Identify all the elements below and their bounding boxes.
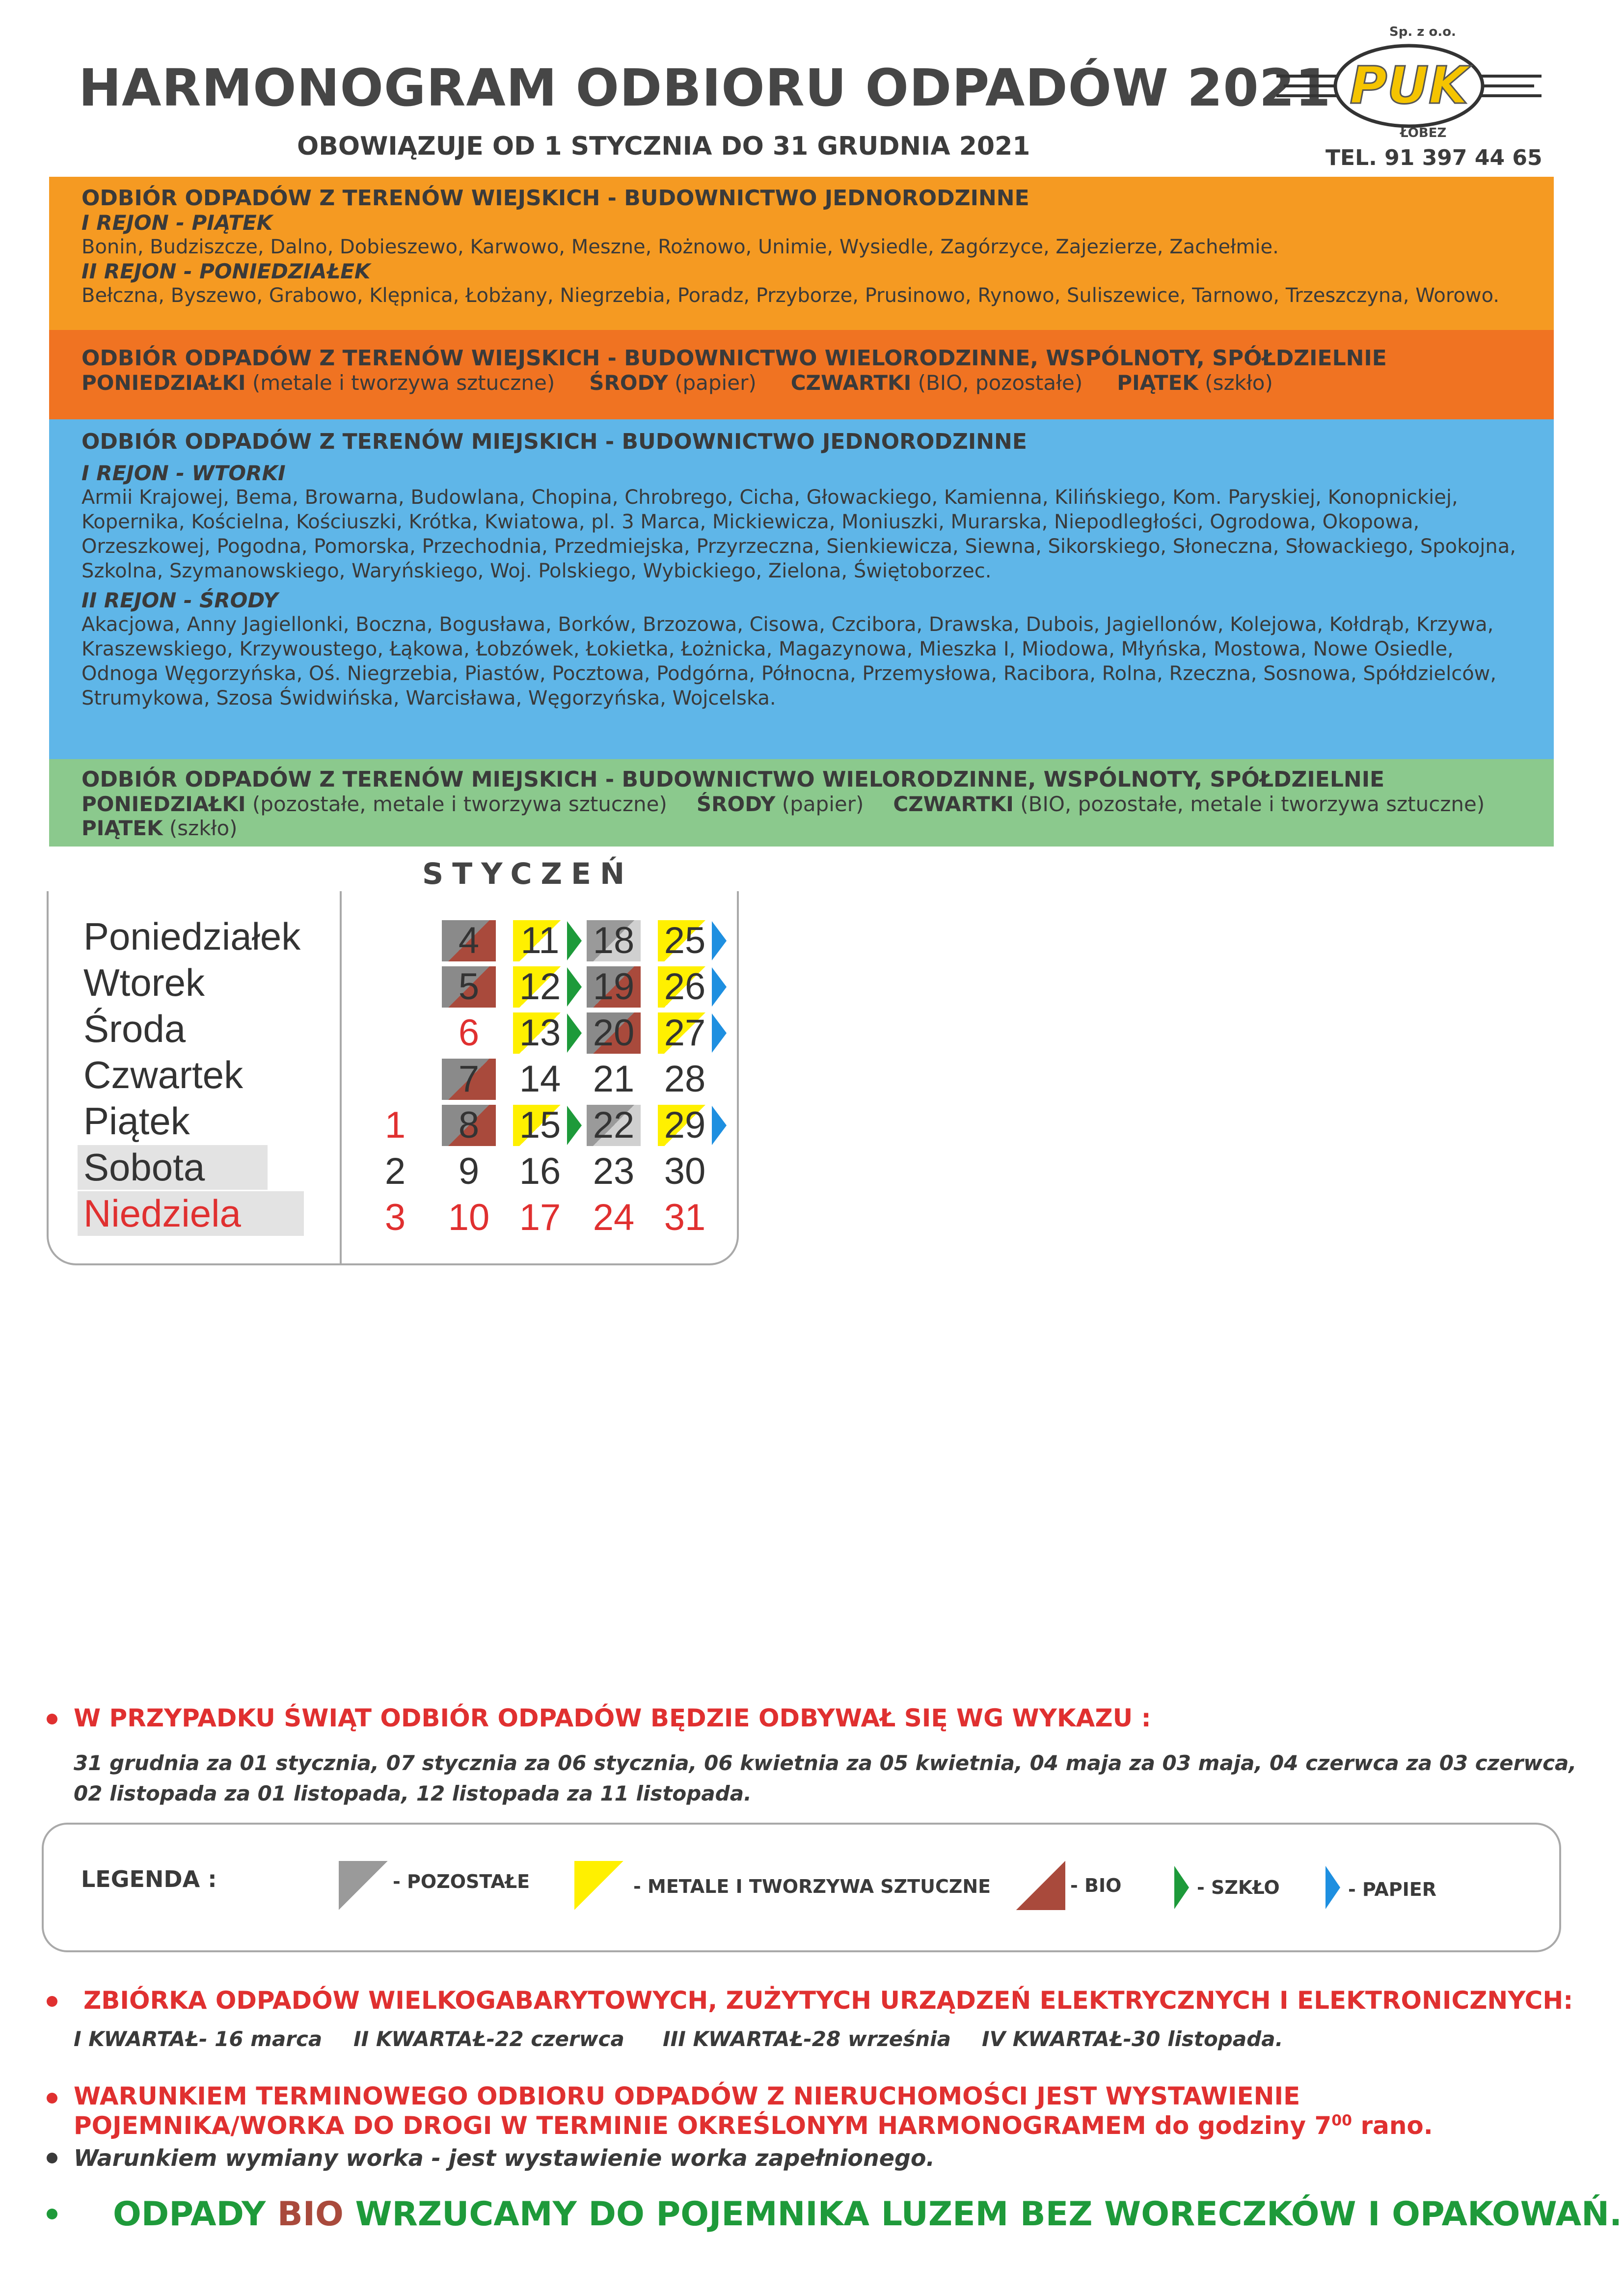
bulky-quarter: IV KWARTAŁ-30 listopada. [982, 2027, 1283, 2051]
region-villages: Bełczna, Byszewo, Grabowo, Klępnica, Łobżany, Niegrzebia, Poradz, Przyborze, Prusinowo, Rynowo, Suliszewice, Tarnowo, Trzeszczyna, Worowo. [81, 284, 1500, 307]
calendar-day: 28 [664, 1058, 706, 1100]
papier-arrow-icon [712, 1013, 727, 1053]
company-logo [1271, 20, 1546, 170]
region-streets: Akacjowa, Anny Jagiellonki, Boczna, Bogusława, Borków, Brzozowa, Cisowa, Czcibora, Drawska, Dubois, Jagiellonów, Kolejowa, Kołdrąb, Krzywa, Kraszewskiego, Krzywoustego, Łąkowa, Łobzówek, Łokietka, Łożnicka, Magazynowa, Mieszka I, Miodowa, Młyńska, Mostowa, Nowe Osiedle, Odnoga Węgorzyńska, Oś. Niegrzebia, Piastów, Pocztowa, Podgórna, Północna, Przemysłowa, Racibora, Rolna, Rzeczna, Sosnowa, Spółdzielców, Strumykowa, Szosa Świdwińska, Warcisława, Węgorzyńska, Wojcelska. [81, 613, 1497, 710]
legend-text-pozostale: - POZOSTAŁE [393, 1871, 530, 1892]
logo-city: ŁOBEZ [1400, 126, 1447, 140]
legend-label: LEGENDA : [81, 1866, 217, 1892]
calendar-day: 24 [593, 1197, 635, 1238]
bulky-heading: ZBIÓRKA ODPADÓW WIELKOGABARYTOWYCH, ZUŻYTYCH URZĄDZEŃ ELEKTRYCZNYCH I ELEKTRONICZNYCH: [83, 1986, 1573, 2015]
papier-arrow-icon [1325, 1866, 1340, 1909]
calendar-day: 10 [448, 1197, 490, 1238]
logo-text: PUK [1350, 55, 1468, 115]
bulky-quarter: III KWARTAŁ-28 września [663, 2027, 951, 2051]
collection-schedule: PONIEDZIAŁKI (metale i tworzywa sztuczne) ŚRODY (papier) CZWARTKI (BIO, pozostałe) PIĄTEK (szkło) [81, 371, 1273, 395]
region-title: II REJON - ŚRODY [81, 588, 278, 612]
szklo-arrow-icon [567, 1013, 582, 1053]
bullet-icon [47, 2209, 57, 2219]
region-title: I REJON - PIĄTEK [81, 211, 273, 235]
calendar-day-metale: 26 [658, 966, 712, 1008]
calendar-day-bio: 4 [442, 920, 496, 961]
bulky-quarter: I KWARTAŁ- 16 marca [74, 2027, 323, 2051]
calendar-day-pozostale: 18 [587, 920, 641, 961]
region-title: I REJON - WTORKI [81, 461, 286, 485]
weekday-label: Niedziela [78, 1191, 304, 1236]
weekday-label: Wtorek [83, 961, 205, 1004]
calendar-day: 17 [519, 1197, 561, 1238]
region-title: II REJON - PONIEDZIAŁEK [81, 259, 371, 283]
szklo-arrow-icon [567, 921, 582, 960]
calendar-day: 31 [664, 1197, 706, 1238]
holidays-line: 02 listopada za 01 listopada, 12 listopada za 11 listopada. [74, 1781, 752, 1805]
rural-multi-family-section [49, 330, 1554, 419]
szklo-arrow-icon [567, 1106, 582, 1145]
papier-arrow-icon [712, 967, 727, 1007]
calendar-day: 30 [664, 1150, 706, 1192]
legend-swatch-metale [574, 1861, 623, 1910]
condition-line: POJEMNIKA/WORKA DO DROGI W TERMINIE OKREŚLONYM HARMONOGRAMEM do godziny $7^{00}$ rano. [74, 2111, 1433, 2140]
calendar-day-bio: 7 [442, 1059, 496, 1100]
calendar-day: 2 [384, 1150, 406, 1192]
weekday-label: Czwartek [83, 1053, 243, 1096]
szklo-arrow-icon [1174, 1866, 1189, 1909]
calendar-day-metale: 13 [513, 1012, 567, 1054]
urban-multi-family-section [49, 759, 1554, 847]
section-heading: ODBIÓR ODPADÓW Z TERENÓW MIEJSKICH - BUDOWNICTWO WIELORODZINNE, WSPÓLNOTY, SPÓŁDZIELNIE [81, 767, 1385, 792]
section-heading: ODBIÓR ODPADÓW Z TERENÓW WIEJSKICH - BUDOWNICTWO JEDNORODZINNE [81, 186, 1029, 211]
holidays-line: 31 grudnia za 01 stycznia, 07 stycznia za 06 stycznia, 06 kwietnia za 05 kwietnia, 04 maja za 03 maja, 04 czerwca za 03 czerwca, [74, 1751, 1577, 1775]
calendar-day: 6 [458, 1012, 480, 1054]
bullet-icon [47, 2093, 57, 2104]
bio-note: ODPADY BIO WRZUCAMY DO POJEMNIKA LUZEM BEZ WORECZKÓW I OPAKOWAŃ. [113, 2195, 1622, 2234]
calendar-day: 21 [593, 1058, 635, 1100]
calendar-day: 1 [384, 1104, 406, 1146]
collection-schedule-friday: PIĄTEK (szkło) [81, 816, 238, 840]
condition-line: WARUNKIEM TERMINOWEGO ODBIORU ODPADÓW Z NIERUCHOMOŚCI JEST WYSTAWIENIE [74, 2082, 1300, 2110]
calendar-day-metale: 11 [513, 920, 567, 961]
calendar-day-metale: 27 [658, 1012, 712, 1054]
calendar-day-bio: 19 [587, 966, 641, 1008]
calendar-month: STYCZEŃ [422, 857, 634, 891]
calendar-day: 16 [519, 1150, 561, 1192]
legend-swatch-bio [1016, 1861, 1065, 1910]
calendar-day-pozostale: 22 [587, 1105, 641, 1146]
calendar-day-metale: 12 [513, 966, 567, 1008]
holidays-heading: W PRZYPADKU ŚWIĄT ODBIÓR ODPADÓW BĘDZIE ODBYWAŁ SIĘ WG WYKAZU : [74, 1704, 1151, 1732]
logo-company-form: Sp. z o.o. [1389, 25, 1456, 39]
rural-single-family-section [49, 177, 1554, 330]
region-villages: Bonin, Budziszcze, Dalno, Dobieszewo, Karwowo, Meszne, Rożnowo, Unimie, Wysiedle, Zagórzyce, Zajezierze, Zachełmie. [81, 236, 1279, 258]
calendar-day-metale: 25 [658, 920, 712, 961]
weekday-label: Piątek [83, 1099, 190, 1143]
calendar-day: 14 [519, 1058, 561, 1100]
section-heading: ODBIÓR ODPADÓW Z TERENÓW MIEJSKICH - BUDOWNICTWO JEDNORODZINNE [81, 429, 1027, 454]
region-streets: Armii Krajowej, Bema, Browarna, Budowlana, Chopina, Chrobrego, Cicha, Głowackiego, Kamienna, Kilińskiego, Kom. Paryskiej, Konopnickiej, Kopernika, Kościelna, Kościuszki, Krótka, Kwiatowa, pl. 3 Marca, Mickiewicza, Moniuszki, Murarska, Niepodległości, Ogrodowa, Okopowa, Orzeszkowej, Pogodna, Pomorska, Przechodnia, Przedmiejska, Przyrzeczna, Sienkiewicza, Siewna, Sikorskiego, Słoneczna, Słowackiego, Spokojna, Szkolna, Szymanowskiego, Waryńskiego, Woj. Polskiego, Wybickiego, Zielona, Świętoborzec. [81, 486, 1516, 582]
papier-arrow-icon [712, 921, 727, 960]
calendar-day-bio: 8 [442, 1105, 496, 1146]
bullet-icon [47, 1714, 57, 1724]
calendar-day-metale: 15 [513, 1105, 567, 1146]
phone-number: TEL. 91 397 44 65 [1325, 145, 1542, 170]
calendar-day-bio: 5 [442, 966, 496, 1008]
calendar-day: 9 [458, 1150, 480, 1192]
bag-exchange-note: Warunkiem wymiany worka - jest wystawienie worka zapełnionego. [74, 2145, 935, 2171]
calendar-day: 3 [384, 1197, 406, 1238]
urban-single-family-section [49, 419, 1554, 759]
szklo-arrow-icon [567, 967, 582, 1007]
calendar-divider [340, 891, 342, 1265]
papier-arrow-icon [712, 1106, 727, 1145]
collection-schedule: PONIEDZIAŁKI (pozostałe, metale i tworzywa sztuczne) ŚRODY (papier) CZWARTKI (BIO, pozostałe, metale i tworzywa sztuczne) [81, 792, 1485, 816]
calendar-day: 23 [593, 1150, 635, 1192]
legend-text-bio: - BIO [1070, 1875, 1122, 1896]
calendar-day-bio: 20 [587, 1012, 641, 1054]
page-subtitle: OBOWIĄZUJE OD 1 STYCZNIA DO 31 GRUDNIA 2021 [297, 132, 1030, 161]
legend-swatch-pozostale [339, 1861, 388, 1910]
legend-text-szklo: - SZKŁO [1197, 1877, 1280, 1898]
bullet-icon [47, 1996, 57, 2007]
weekday-label: Środa [83, 1007, 186, 1050]
legend-text-papier: - PAPIER [1348, 1879, 1436, 1900]
bullet-icon [47, 2153, 57, 2163]
calendar-day-metale: 29 [658, 1105, 712, 1146]
weekday-label: Poniedziałek [83, 915, 301, 958]
page-title: HARMONOGRAM ODBIORU ODPADÓW 2021 [79, 58, 1331, 118]
legend-text-metale: - METALE I TWORZYWA SZTUCZNE [633, 1876, 991, 1897]
weekday-label: Sobota [78, 1145, 268, 1190]
bulky-quarter: II KWARTAŁ-22 czerwca [353, 2027, 624, 2051]
section-heading: ODBIÓR ODPADÓW Z TERENÓW WIEJSKICH - BUDOWNICTWO WIELORODZINNE, WSPÓLNOTY, SPÓŁDZIELNIE [81, 346, 1387, 371]
